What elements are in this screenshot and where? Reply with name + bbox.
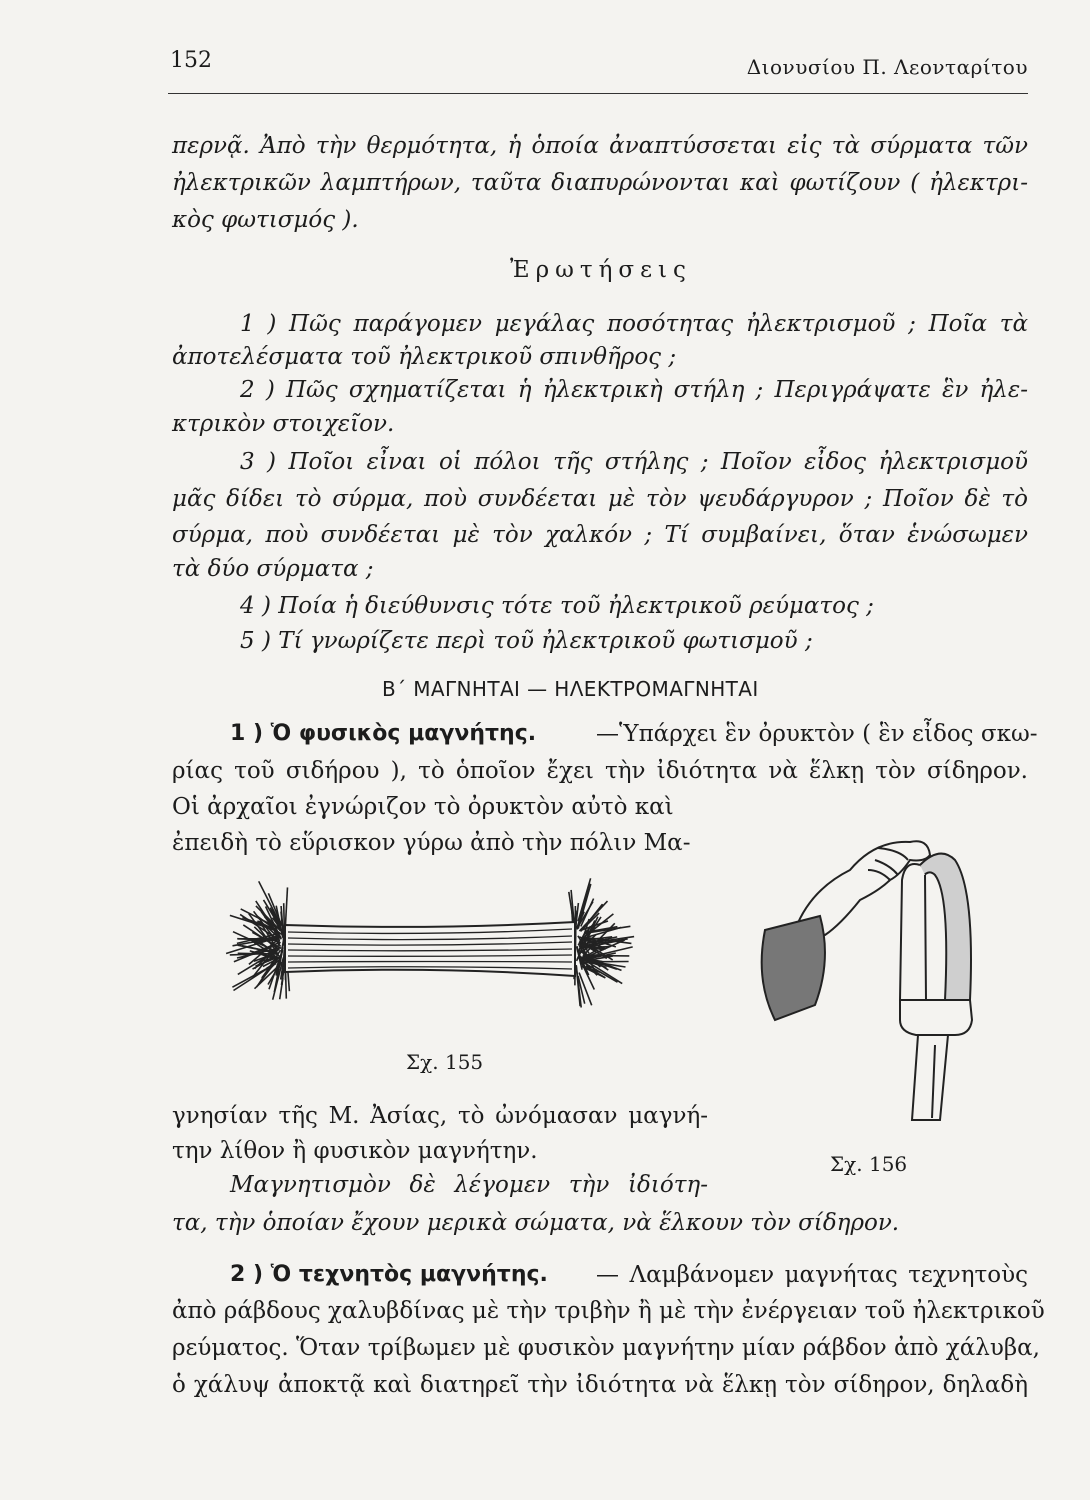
questions-heading: Ἐρωτήσεις [510,257,692,283]
figure-156-caption: Σχ. 156 [830,1152,908,1176]
figure-155-caption: Σχ. 155 [406,1050,484,1074]
question-line: 3 ) Ποῖοι εἶναι οἱ πόλοι τῆς στήλης ; Ποῖον εἶδος ἠλεκτρισμοῦ [240,449,1028,475]
natural-magnet-title: 1 ) Ὁ φυσικὸς μαγνήτης. [230,721,537,746]
iron-filings-left [226,881,289,999]
header-rule [168,93,1028,94]
body-line: ἀπὸ ράβδους χαλυβδίνας μὲ τὴν τριβὴν ἢ μὲ τὴν ἐνέργειαν τοῦ ἠλεκτρικοῦ [172,1298,1045,1324]
iron-filing [576,903,578,921]
page-number: 152 [170,48,212,73]
intro-line: κὸς φωτισμός ). [172,207,359,233]
question-line: 4 ) Ποία ἡ διεύθυνσις τότε τοῦ ἠλεκτρικοῦ ρεύματος ; [240,593,874,619]
magnet-bar [285,922,575,976]
definition-line: Μαγνητισμὸν δὲ λέγομεν τὴν ἰδιότη- [230,1172,708,1198]
question-line: ἀποτελέσματα τοῦ ἠλεκτρικοῦ σπινθῆρος ; [172,344,677,370]
body-line: γνησίαν τῆς Μ. Ἀσίας, τὸ ὠνόμασαν μαγνή- [172,1103,708,1129]
shirt-cuff [762,916,825,1020]
body-line: ρεύματος. Ὅταν τρίβωμεν μὲ φυσικὸν μαγνήτην μίαν ράβδον ἀπὸ χάλυβα, [172,1335,1040,1361]
body-line: ρίας τοῦ σιδήρου ), τὸ ὁποῖον ἔχει τὴν ἰδιότητα νὰ ἕλκῃ τὸν σίδηρον. [172,758,1028,784]
definition-line: τα, τὴν ὁποίαν ἔχουν μερικὰ σώματα, νὰ ἕλκουν τὸν σίδηρον. [172,1210,900,1236]
iron-filing [285,887,287,928]
question-line: κτρικὸν στοιχεῖον. [172,411,395,437]
question-line: 1 ) Πῶς παράγομεν μεγάλας ποσότητας ἠλεκτρισμοῦ ; Ποῖα τὰ [240,311,1028,337]
body-line: —Ὑπάρχει ἓν ὀρυκτὸν ( ἓν εἶδος σκω- [596,721,1038,747]
artificial-magnet-title: 2 ) Ὁ τεχνητὸς μαγνήτης. [230,1262,548,1287]
figure-bar-magnet [230,880,700,1030]
body-line: ἐπειδὴ τὸ εὕρισκον γύρω ἀπὸ τὴν πόλιν Μα- [172,830,691,856]
question-line: σύρμα, ποὺ συνδέεται μὲ τὸν χαλκόν ; Τί συμβαίνει, ὅταν ἑνώσωμεν [172,522,1028,548]
body-line: την λίθον ἢ φυσικὸν μαγνήτην. [172,1138,538,1164]
question-line: 5 ) Τί γνωρίζετε περὶ τοῦ ἠλεκτρικοῦ φωτισμοῦ ; [240,628,813,654]
running-head: Διονυσίου Π. Λεονταρίτου [746,55,1028,79]
body-line: Οἱ ἀρχαῖοι ἐγνώριζον τὸ ὀρυκτὸν αὐτὸ καὶ [172,794,674,820]
body-line: ὁ χάλυψ ἀποκτᾷ καὶ διατηρεῖ τὴν ἰδιότητα νὰ ἕλκῃ τὸν σίδηρον, δηλαδὴ [172,1372,1028,1398]
intro-line: ἠλεκτρικῶν λαμπτήρων, ταῦτα διαπυρώνονται καὶ φωτίζουν ( ἠλεκτρι- [172,170,1028,196]
iron-filings-right [569,878,634,1007]
question-line: 2 ) Πῶς σχηματίζεται ἡ ἠλεκτρικὴ στήλη ; Περιγράψατε ἓν ἠλε- [240,377,1028,403]
question-line: τὰ δύο σύρματα ; [172,556,374,582]
question-line: μᾶς δίδει τὸ σύρμα, ποὺ συνδέεται μὲ τὸν ψευδάργυρον ; Ποῖον δὲ τὸ [172,486,1028,512]
intro-line: περνᾷ. Ἀπὸ τὴν θερμότητα, ἡ ὁποία ἀναπτύσσεται εἰς τὰ σύρματα τῶν [172,133,1028,159]
figure-horseshoe-magnet [750,820,1000,1140]
body-line: — Λαμβάνομεν μαγνήτας τεχνητοὺς [596,1262,1028,1288]
horseshoe-magnet [900,854,972,1120]
section-heading: Β΄ ΜΑΓΝΗΤΑΙ — ΗΛΕΚΤΡΟΜΑΓΝΗΤΑΙ [382,677,759,701]
